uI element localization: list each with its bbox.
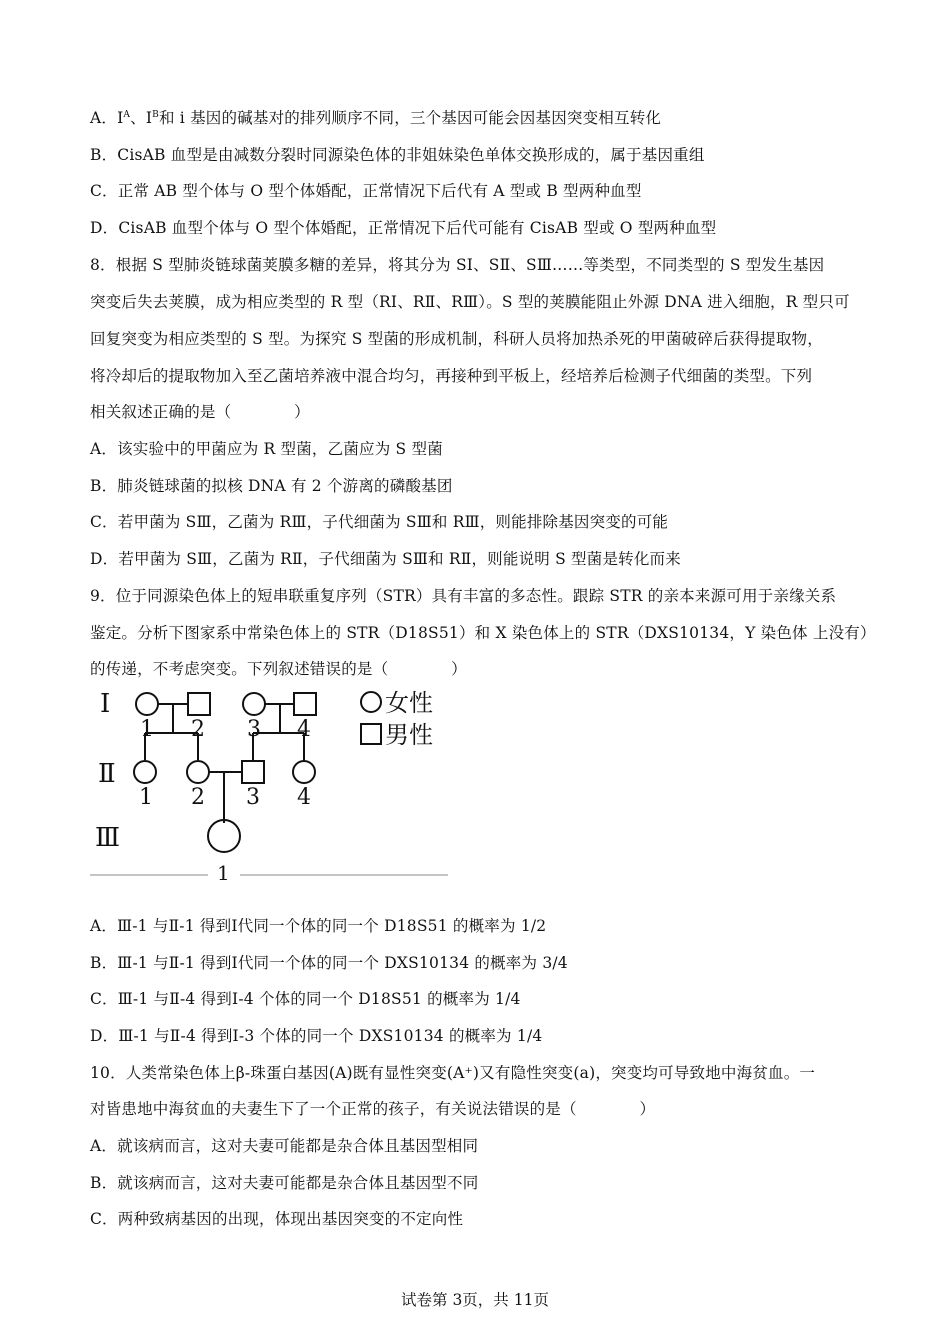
q8-stem-line-2: 突变后失去荚膜，成为相应类型的 R 型（RⅠ、RⅡ、RⅢ）。S 型的荚膜能阻止外源 DNA 进入细胞，R 型只可 (90, 293, 850, 311)
page-footer: 试卷第 3页，共 11页 (401, 1291, 549, 1309)
pedigree-I-3-female (243, 693, 265, 715)
pedigree-number-I-4: 4 (297, 717, 311, 742)
pedigree-figure (90, 686, 470, 886)
q10-stem-line-2: 对皆患地中海贫血的夫妻生下了一个正常的孩子，有关说法错误的是（ ） (90, 1100, 656, 1118)
q8-option-a: A．该实验中的甲菌应为 R 型菌，乙菌应为 S 型菌 (90, 440, 443, 458)
legend-female-symbol (361, 692, 381, 712)
pedigree-II-2-female (187, 761, 209, 783)
pedigree-I-4-male (294, 693, 316, 715)
generation-label-III: Ⅲ (95, 823, 121, 853)
q10-option-b: B．就该病而言，这对夫妻可能都是杂合体且基因型不同 (90, 1174, 479, 1192)
pedigree-number-II-2: 2 (191, 785, 205, 810)
q7-option-c: C．正常 AB 型个体与 O 型个体婚配，正常情况下后代有 A 型或 B 型两种血型 (90, 182, 642, 200)
pedigree-I-2-male (188, 693, 210, 715)
pedigree-I-1-female (136, 693, 158, 715)
legend-female-label: 女性 (385, 689, 433, 717)
q9-option-d: D．Ⅲ-1 与Ⅱ-4 得到Ⅰ-3 个体的同一个 DXS10134 的概率为 1/4 (90, 1027, 543, 1045)
pedigree-II-3-male (242, 761, 264, 783)
q8-option-c: C．若甲菌为 SⅢ，乙菌为 RⅢ，子代细菌为 SⅢ和 RⅢ，则能排除基因突变的可能 (90, 513, 669, 531)
q8-stem-line-4: 将冷却后的提取物加入至乙菌培养液中混合均匀，再接种到平板上，经培养后检测子代细菌的类型。下列 (90, 367, 813, 385)
pedigree-number-III-1: 1 (217, 861, 230, 885)
pedigree-number-I-2: 2 (191, 717, 205, 742)
q9-option-c: C．Ⅲ-1 与Ⅱ-4 得到Ⅰ-4 个体的同一个 D18S51 的概率为 1/4 (90, 990, 521, 1008)
q9-option-b: B．Ⅲ-1 与Ⅱ-1 得到Ⅰ代同一个体的同一个 DXS10134 的概率为 3/4 (90, 954, 568, 972)
q9-stem-line-1: 9．位于同源染色体上的短串联重复序列（STR）具有丰富的多态性。跟踪 STR 的亲本来源可用于亲缘关系 (90, 587, 837, 605)
q9-stem-line-3: 的传递，不考虑突变。下列叙述错误的是（ ） (90, 660, 467, 678)
q8-option-d: D．若甲菌为 SⅢ，乙菌为 RⅡ，子代细菌为 SⅢ和 RⅡ，则能说明 S 型菌是转化而来 (90, 550, 681, 568)
pedigree-II-1-female (134, 761, 156, 783)
pedigree-number-I-3: 3 (247, 717, 261, 742)
q7-option-d: D．CisAB 血型个体与 O 型个体婚配，正常情况下后代可能有 CisAB 型或 O 型两种血型 (90, 219, 717, 237)
q7-option-a: A．$I^A$、$I^B$和 i 基因的碱基对的排列顺序不同，三个基因可能会因基因突变相互转化 (90, 109, 662, 127)
pedigree-number-I-1: 1 (140, 717, 154, 742)
q9-option-a: A．Ⅲ-1 与Ⅱ-1 得到Ⅰ代同一个体的同一个 D18S51 的概率为 1/2 (90, 917, 547, 935)
q10-option-a: A．就该病而言，这对夫妻可能都是杂合体且基因型相同 (90, 1137, 479, 1155)
pedigree-III-1-female (208, 820, 240, 852)
q8-option-b: B．肺炎链球菌的拟核 DNA 有 2 个游离的磷酸基团 (90, 477, 453, 495)
legend-male-symbol (361, 724, 381, 744)
q8-stem-line-3: 回复突变为相应类型的 S 型。为探究 S 型菌的形成机制，科研人员将加热杀死的甲菌破碎后获得提取物， (90, 330, 823, 348)
pedigree-number-II-3: 3 (246, 785, 260, 810)
q8-stem-line-1: 8．根据 S 型肺炎链球菌荚膜多糖的差异，将其分为 SⅠ、SⅡ、SⅢ……等类型，不同类型的 S 型发生基因 (90, 256, 825, 274)
generation-label-I: Ⅰ (100, 689, 111, 719)
q10-stem-line-1: 10．人类常染色体上β-珠蛋白基因(A)既有显性突变(A⁺)又有隐性突变(a)，突变均可导致地中海贫血。一 (90, 1064, 816, 1082)
generation-label-II: Ⅱ (98, 759, 116, 789)
q7-option-b: B．CisAB 血型是由减数分裂时同源染色体的非姐妹染色单体交换形成的，属于基因重组 (90, 146, 705, 164)
pedigree-II-4-female (293, 761, 315, 783)
q8-stem-line-5: 相关叙述正确的是（ ） (90, 403, 310, 421)
q9-stem-line-2: 鉴定。分析下图家系中常染色体上的 STR（D18S51）和 X 染色体上的 STR（DXS10134，Y 染色体 上没有） (90, 624, 876, 642)
legend-male-label: 男性 (385, 721, 433, 749)
q10-option-c: C．两种致病基因的出现，体现出基因突变的不定向性 (90, 1210, 464, 1228)
pedigree-number-II-4: 4 (297, 785, 311, 810)
pedigree-number-II-1: 1 (139, 785, 153, 810)
